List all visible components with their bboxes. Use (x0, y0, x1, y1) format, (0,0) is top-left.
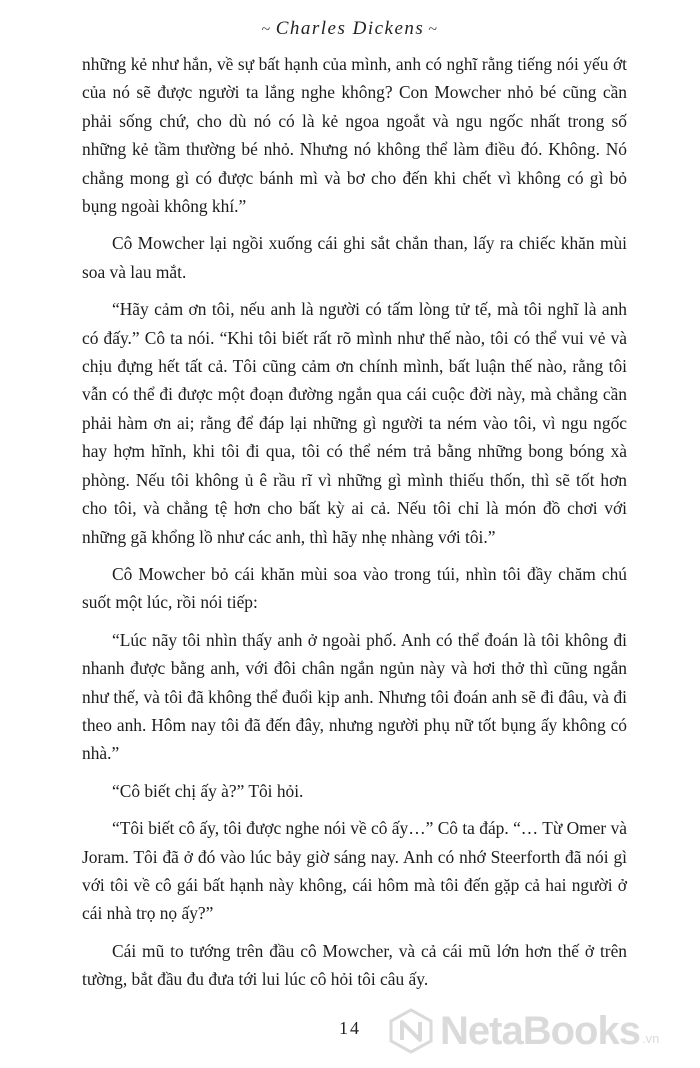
paragraph-1: những kẻ như hắn, về sự bất hạnh của mình, anh có nghĩ rằng tiếng nói yếu ớt của nó sẽ được người ta lắng nghe không? Con Mowcher nhỏ bé cũng cần phải sống chứ, cho dù nó có là kẻ ngoa ngoắt và ngu ngốc nhất trong số những kẻ tầm thường bé nhỏ. Nhưng nó không thể làm điều đó. Không. Nó chẳng mong gì có được bánh mì và bơ cho đến khi chết vì không có gì bỏ bụng ngoài không khí.” (82, 54, 627, 217)
running-title: Charles Dickens (275, 18, 425, 39)
right-flourish-icon: ~ (428, 21, 439, 38)
running-head (0, 18, 700, 40)
paragraph-3: “Hãy cảm ơn tôi, nếu anh là người có tấm lòng tử tế, mà tôi nghĩ là anh có đấy.” Cô ta nói. “Khi tôi biết rất rõ mình như thế nào, tôi có thể vui vẻ và chịu đựng hết tất cả. Tôi cũng cảm ơn chính mình, bất luận thế nào, rằng tôi vẫn có thể đi được một đoạn đường ngắn qua cái cuộc đời này, mà chẳng cần phải hàm ơn ai; rằng để đáp lại những gì người ta ném vào tôi, vì ngu ngốc hay hợm hĩnh, khi tôi đi qua, tôi có thể ném trả bằng những bong bóng xà phòng. Nếu tôi không ủ ê rầu rĩ vì những gì mình thiếu thốn, thì sẽ tốt hơn cho tôi, và chẳng tệ hơn cho bất kỳ ai cả. Nếu tôi chỉ là món đồ chơi với những gã khổng lồ như các anh, thì hãy nhẹ nhàng với tôi.” (82, 299, 627, 547)
paragraph-6: “Cô biết chị ấy à?” Tôi hỏi. (112, 780, 304, 801)
left-flourish-icon: ~ (261, 21, 272, 38)
paragraph-4: Cô Mowcher bỏ cái khăn mùi soa vào trong túi, nhìn tôi đầy chăm chú suốt một lúc, rồi nói tiếp: (82, 563, 627, 613)
paragraph-7: “Tôi biết cô ấy, tôi được nghe nói về cô ấy…” Cô ta đáp. “… Từ Omer và Joram. Tôi đã ở đó vào lúc bảy giờ sáng nay. Anh có nhớ Steerforth đã nói gì với tôi về cô gái bất hạnh này không, cái hôm mà tôi đến gặp cả hai người ở cái nhà trọ nọ ấy?” (82, 818, 627, 924)
page-number: 14 (339, 1018, 361, 1038)
paragraph-2: Cô Mowcher lại ngồi xuống cái ghi sắt chắn than, lấy ra chiếc khăn mùi soa và lau mắt. (82, 233, 627, 282)
netabooks-logo-icon (388, 1008, 434, 1054)
body-text (82, 50, 627, 1003)
watermark-brand: NetaBooks (440, 1008, 640, 1053)
paragraph-5: “Lúc nãy tôi nhìn thấy anh ở ngoài phố. Anh có thể đoán là tôi không đi nhanh được bằng anh, với đôi chân ngắn ngủn này và hơi thở thì cũng ngắn như thế, và tôi đã không thể đuổi kịp anh. Nhưng tôi đoán anh sẽ đi đâu, và đi theo anh. Hôm nay tôi đã đến đây, nhưng người phụ nữ tốt bụng ấy không có nhà.” (82, 629, 627, 764)
watermark (388, 1004, 688, 1058)
watermark-tld: .vn (641, 1030, 660, 1046)
paragraph-8: Cái mũ to tướng trên đầu cô Mowcher, và cả cái mũ lớn hơn thế ở trên tường, bắt đầu đu đưa tới lui lúc cô hỏi tôi câu ấy. (82, 940, 627, 990)
